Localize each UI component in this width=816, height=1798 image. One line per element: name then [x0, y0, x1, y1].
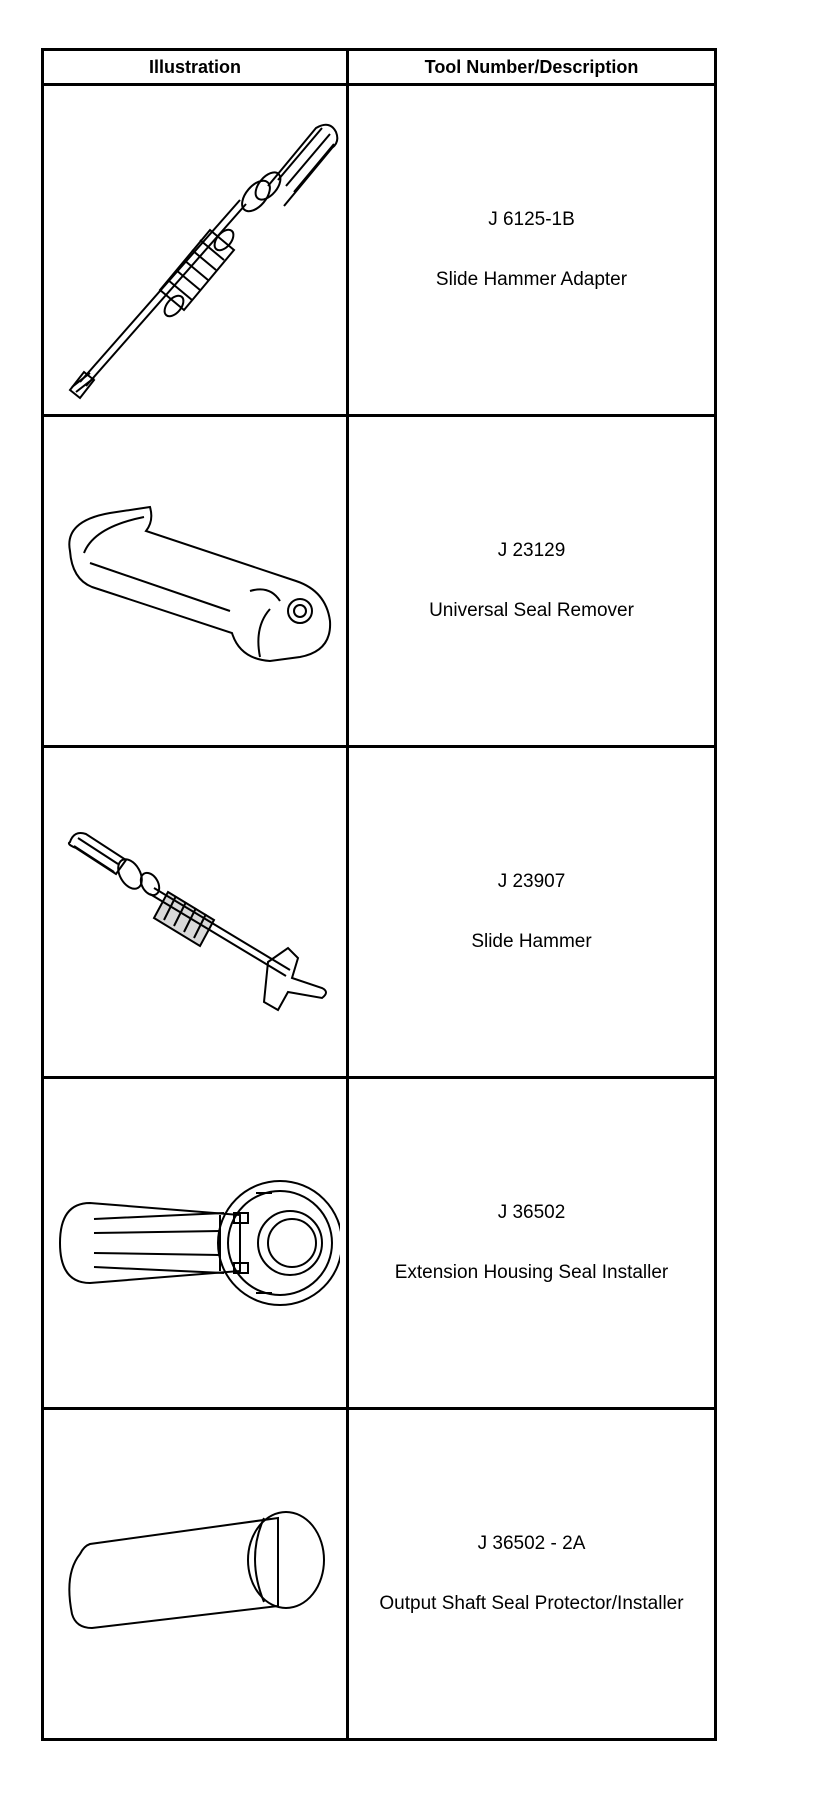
table-row [43, 747, 716, 1078]
illustration-cell [43, 1409, 348, 1740]
description-header: Tool Number/Description [348, 50, 716, 85]
tool-number: J 23129 [497, 540, 566, 561]
description-cell [348, 1078, 716, 1409]
illustration-cell [43, 1078, 348, 1409]
description-cell [348, 85, 716, 416]
tool-table [41, 48, 717, 1741]
tool-number: J 36502 - 2A [477, 1533, 586, 1554]
illustration-cell [43, 416, 348, 747]
table-row [43, 1409, 716, 1740]
universal-seal-remover-icon [50, 481, 340, 681]
tool-number: J 23907 [497, 871, 566, 892]
description-cell [348, 1409, 716, 1740]
slide-hammer-icon [50, 812, 340, 1012]
table-row [43, 1078, 716, 1409]
description-cell [348, 747, 716, 1078]
tool-description: Output Shaft Seal Protector/Installer [379, 1593, 684, 1614]
tool-description: Slide Hammer [471, 931, 592, 952]
illustration-header: Illustration [43, 50, 348, 85]
header-row [43, 50, 716, 85]
description-cell [348, 416, 716, 747]
illustration-cell [43, 747, 348, 1078]
tool-description: Extension Housing Seal Installer [394, 1262, 669, 1283]
table-row [43, 416, 716, 747]
illustration-cell [43, 85, 348, 416]
tool-description: Universal Seal Remover [429, 600, 634, 621]
tool-number: J 36502 [497, 1202, 566, 1223]
tool-number: J 6125-1B [488, 209, 575, 230]
output-shaft-seal-protector-icon [50, 1494, 340, 1654]
table-row [43, 85, 716, 416]
tool-description: Slide Hammer Adapter [435, 269, 628, 290]
slide-hammer-adapter-icon [50, 90, 340, 410]
extension-housing-seal-installer-icon [50, 1143, 340, 1343]
